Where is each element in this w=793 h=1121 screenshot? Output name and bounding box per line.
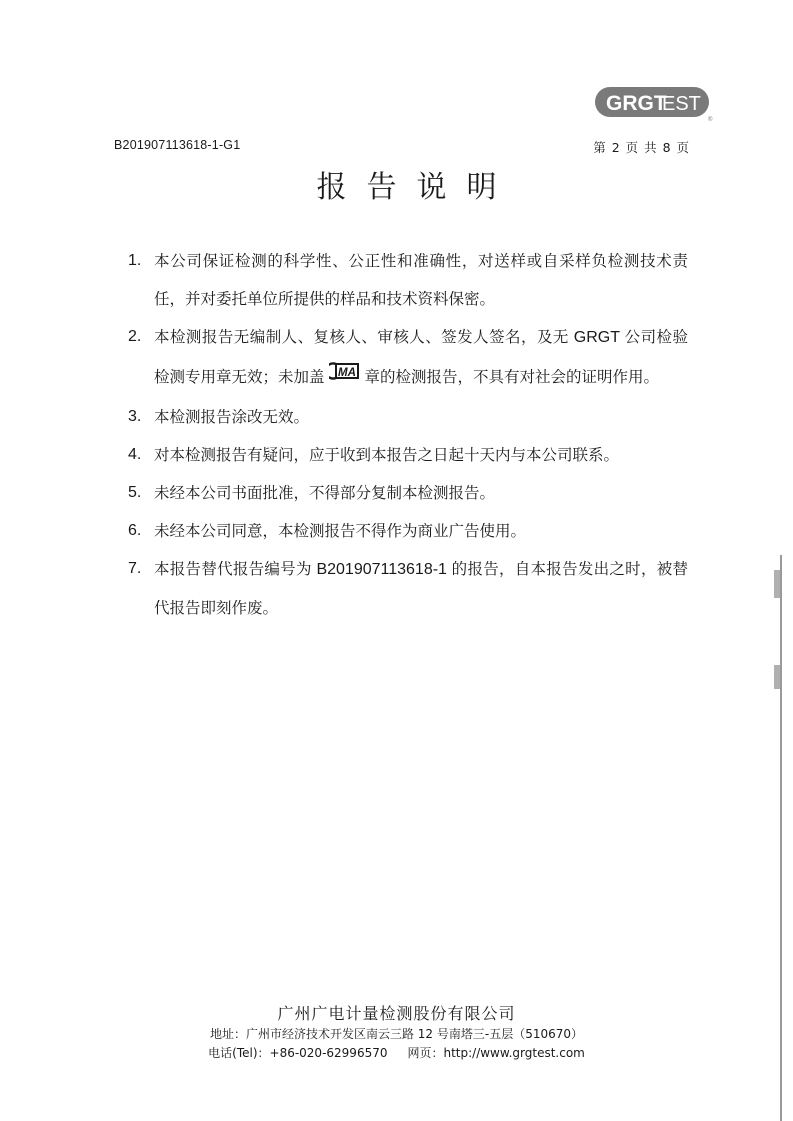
list-item bbox=[128, 242, 688, 318]
company-name: 广州广电计量检测股份有限公司 bbox=[277, 1004, 516, 1023]
cma-stamp-text: MA bbox=[337, 367, 356, 379]
item-number: 4. bbox=[128, 446, 142, 463]
item-text: 公司检验检测专用章无效；未加盖 bbox=[154, 328, 688, 386]
item-text: 未经本公司书面批准，不得部分复制本检测报告。 bbox=[154, 484, 496, 502]
item-text: 本报告替代报告编号为 bbox=[154, 560, 312, 578]
scan-edge-mark bbox=[774, 570, 780, 598]
item-number: 5. bbox=[128, 484, 142, 501]
list-item bbox=[128, 398, 688, 436]
list-item bbox=[128, 512, 688, 550]
company-contact bbox=[0, 1044, 793, 1063]
logo-badge bbox=[594, 86, 718, 122]
item-text: 本公司保证检测的科学性、公正性和准确性，对送样或自采样负检测技术责任，并对委托单位所提供的样品和技术资料保密。 bbox=[154, 252, 688, 308]
item-text: 的报告，自本报告发出之时，被替代报告即刻作废。 bbox=[154, 560, 688, 617]
item-text: 本检测报告无编制人、复核人、审核人、签发人签名，及无 bbox=[154, 328, 569, 346]
company-phone: 电话(Tel)：+86-020-62996570 bbox=[208, 1046, 388, 1060]
list-item bbox=[128, 550, 688, 627]
item-text-latin: GRGT bbox=[568, 329, 625, 346]
grgtest-logo bbox=[594, 86, 718, 122]
item-text: 章的检测报告，不具有对社会的证明作用。 bbox=[364, 368, 660, 386]
item-number: 6. bbox=[128, 522, 142, 539]
logo-text-light: EST bbox=[662, 93, 701, 115]
item-text-latin: B201907113618-1 bbox=[311, 561, 452, 578]
item-text: 对本检测报告有疑问，应于收到本报告之日起十天内与本公司联系。 bbox=[154, 446, 620, 464]
logo-registered-mark: ® bbox=[708, 117, 713, 122]
page-footer bbox=[0, 1003, 793, 1063]
item-number: 1. bbox=[128, 252, 142, 269]
logo-text-bold: GRGT bbox=[606, 92, 667, 115]
list-item bbox=[128, 436, 688, 474]
page-title: 报告说明 bbox=[316, 170, 517, 205]
cma-stamp-icon bbox=[329, 357, 361, 395]
list-item bbox=[128, 318, 688, 398]
item-text: 本检测报告涂改无效。 bbox=[154, 408, 310, 426]
scan-edge-mark bbox=[774, 665, 780, 689]
scan-edge-line bbox=[780, 555, 782, 1121]
item-number: 3. bbox=[128, 408, 142, 425]
item-number: 7. bbox=[128, 560, 142, 577]
item-number: 2. bbox=[128, 328, 142, 345]
page-info: 第 2 页 共 8 页 bbox=[593, 140, 690, 155]
company-address: 地址：广州市经济技术开发区南云三路 12 号南塔三-五层（510670） bbox=[209, 1027, 584, 1041]
report-number: B201907113618-1-G1 bbox=[114, 138, 241, 152]
item-text: 未经本公司同意，本检测报告不得作为商业广告使用。 bbox=[154, 522, 527, 540]
list-item bbox=[128, 474, 688, 512]
company-website: 网页：http://www.grgtest.com bbox=[407, 1046, 585, 1060]
statement-list bbox=[128, 242, 688, 627]
